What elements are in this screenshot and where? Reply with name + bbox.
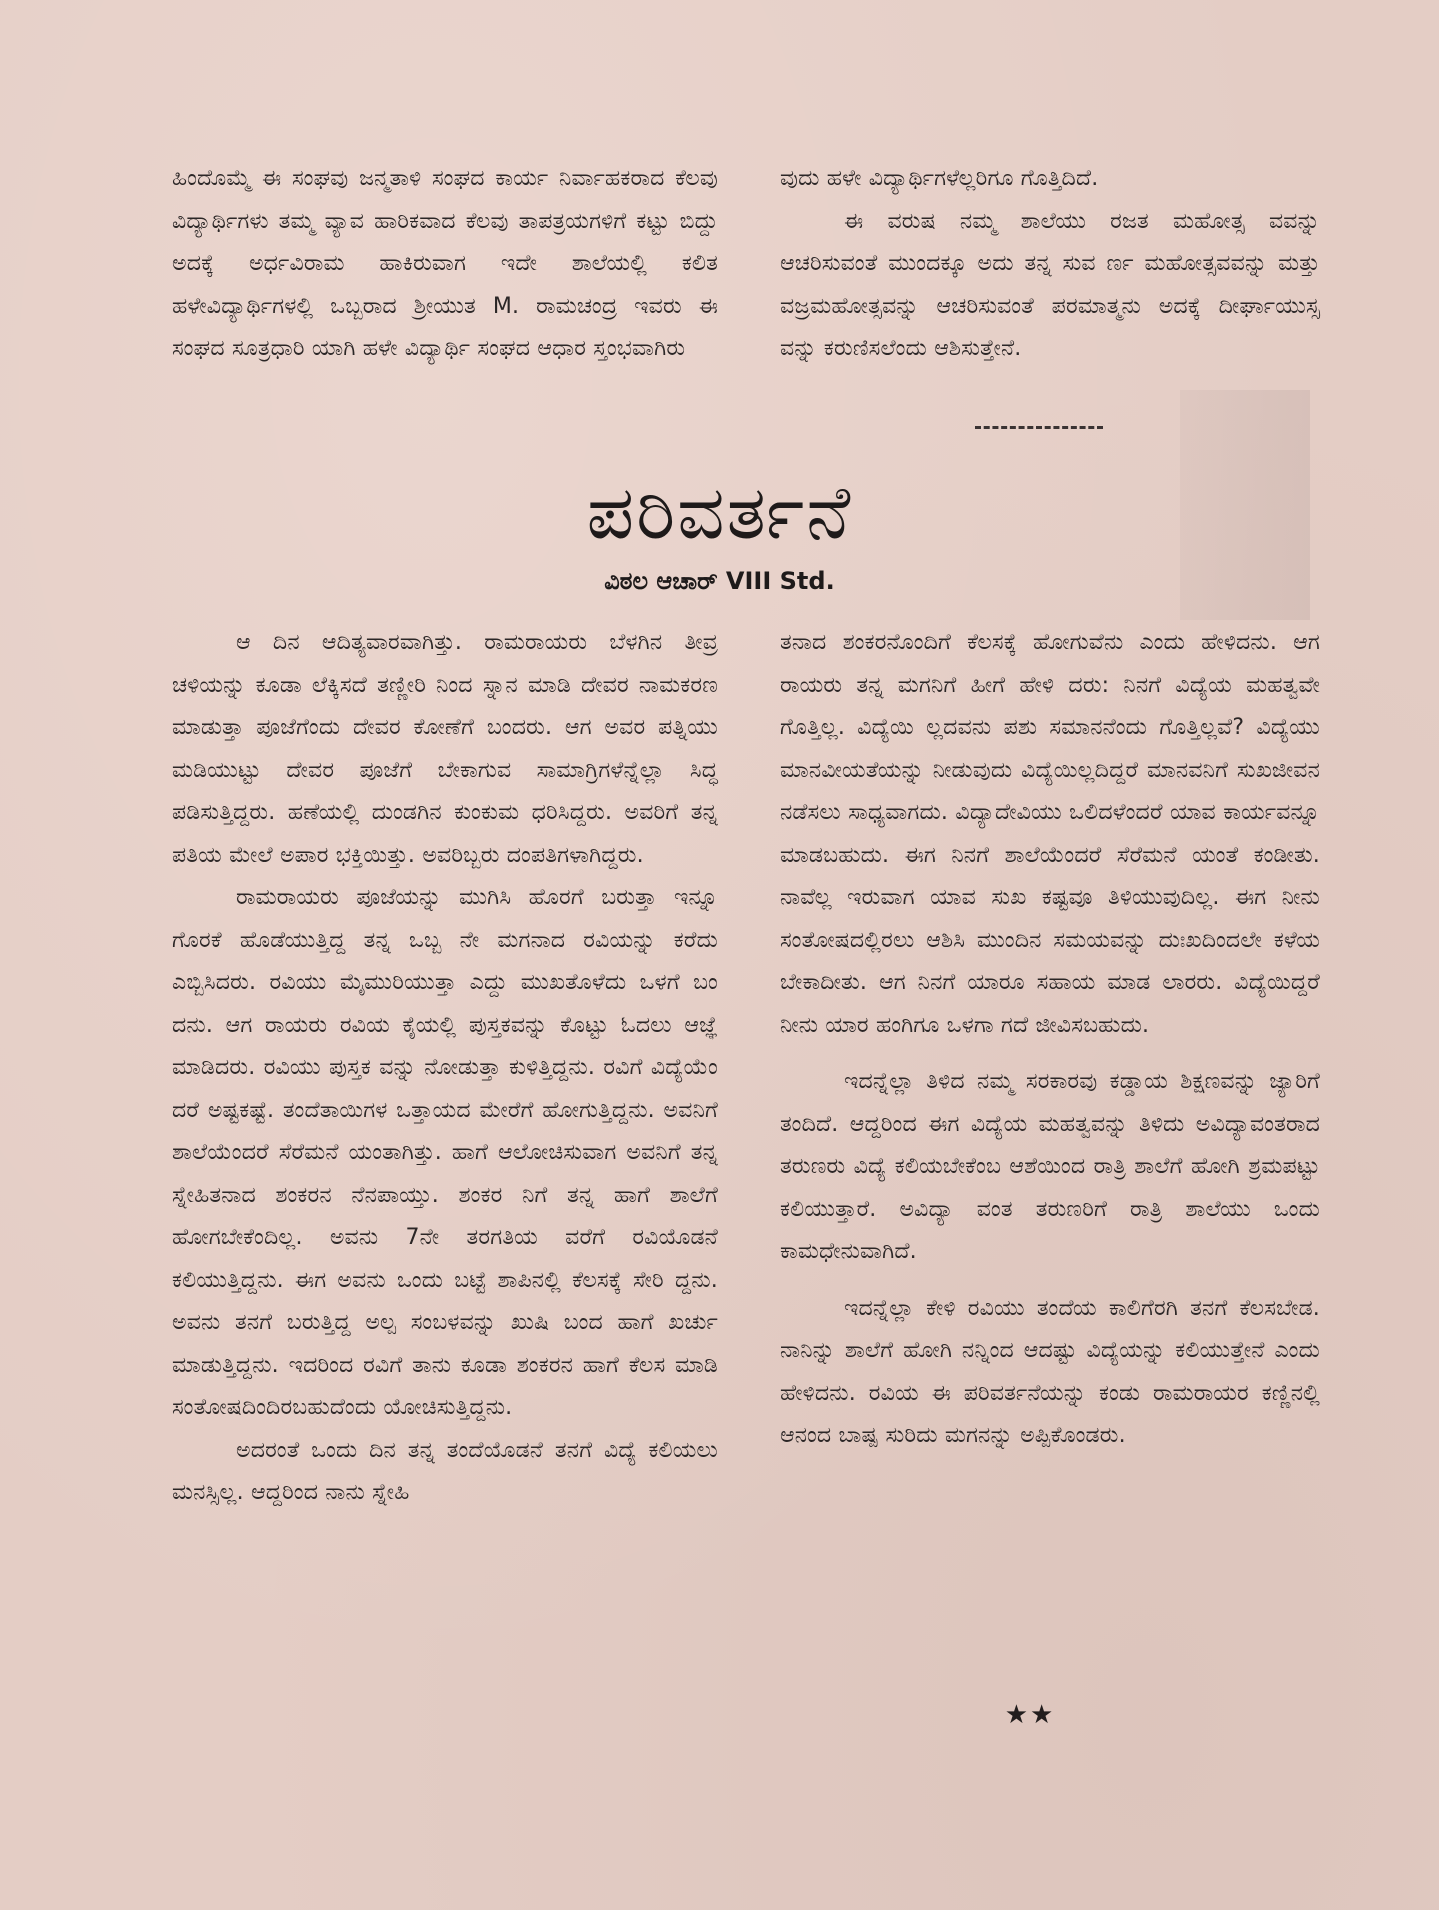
intro-paragraph-left: ಹಿಂದೊಮ್ಮೆ ಈ ಸಂಘವು ಜನ್ಮತಾಳಿ ಸಂಘದ ಕಾರ್ಯ ನಿರ್ವಾಹಕರಾದ ಕೆಲವು ವಿದ್ಯಾರ್ಥಿಗಳು ತಮ್ಮ ವ್ಯಾವ ಹಾರಿಕವಾದ ಕೆಲವು ತಾಪತ್ರಯಗಳಿಗೆ ಕಟ್ಟು ಬಿದ್ದು ಅದಕ್ಕೆ ಅರ್ಧವಿರಾಮ ಹಾಕಿರುವಾಗ ಇದೇ ಶಾಲೆಯಲ್ಲಿ ಕಲಿತ ಹಳೇವಿದ್ಯಾರ್ಥಿಗಳಲ್ಲಿ ಒಬ್ಬರಾದ ಶ್ರೀಯುತ M. ರಾಮಚಂದ್ರ ಇವರು ಈ ಸಂಘದ ಸೂತ್ರಧಾರಿ ಯಾಗಿ ಹಳೇ ವಿದ್ಯಾರ್ಥಿ ಸಂಘದ ಆಧಾರ ಸ್ತಂಭವಾಗಿರು bbox=[172, 166, 718, 361]
story-paragraph: ಆ ದಿನ ಆದಿತ್ಯವಾರವಾಗಿತ್ತು. ರಾಮರಾಯರು ಬೆಳಗಿನ ತೀವ್ರ ಚಳಿಯನ್ನು ಕೂಡಾ ಲೆಕ್ಕಿಸದೆ ತಣ್ಣೀರಿ ನಿಂದ ಸ್ನಾನ ಮಾಡಿ ದೇವರ ನಾಮಕರಣ ಮಾಡುತ್ತಾ ಪೂಜೆಗೆಂದು ದೇವರ ಕೋಣೆಗೆ ಬಂದರು. ಆಗ ಅವರ ಪತ್ನಿಯು ಮಡಿಯುಟ್ಟು ದೇವರ ಪೂಜೆಗೆ ಬೇಕಾಗುವ ಸಾಮಾಗ್ರಿಗಳೆನ್ನೆಲ್ಲಾ ಸಿದ್ಧ ಪಡಿಸುತ್ತಿದ್ದರು. ಹಣೆಯಲ್ಲಿ ದುಂಡಗಿನ ಕುಂಕುಮ ಧರಿಸಿದ್ದರು. ಅವರಿಗೆ ತನ್ನ ಪತಿಯ ಮೇಲೆ ಅಪಾರ ಭಕ್ತಿಯಿತ್ತು. ಅವರಿಬ್ಬರು ದಂಪತಿಗಳಾಗಿದ್ದರು. bbox=[172, 630, 718, 868]
story-paragraph: ತನಾದ ಶಂಕರನೊಂದಿಗೆ ಕೆಲಸಕ್ಕೆ ಹೋಗುವೆನು ಎಂದು ಹೇಳಿದನು. ಆಗ ರಾಯರು ತನ್ನ ಮಗನಿಗೆ ಹೀಗೆ ಹೇಳಿ ದರು: ನಿನಗೆ ವಿದ್ಯೆಯ ಮಹತ್ವವೇ ಗೊತ್ತಿಲ್ಲ. ವಿದ್ಯೆಯಿ ಲ್ಲದವನು ಪಶು ಸಮಾನನೆಂದು ಗೊತ್ತಿಲ್ಲವೆ? ವಿದ್ಯೆಯು ಮಾನವೀಯತೆಯನ್ನು ನೀಡುವುದು ವಿದ್ಯೆಯಿಲ್ಲದಿದ್ದರೆ ಮಾನವನಿಗೆ ಸುಖಜೀವನ ನಡೆಸಲು ಸಾಧ್ಯವಾಗದು. ವಿದ್ಯಾದೇವಿಯು ಒಲಿದಳೆಂದರೆ ಯಾವ ಕಾರ್ಯವನ್ನೂ ಮಾಡಬಹುದು. ಈಗ ನಿನಗೆ ಶಾಲೆಯೆಂದರೆ ಸೆರೆಮನೆ ಯಂತೆ ಕಂಡೀತು. ನಾವೆಲ್ಲ ಇರುವಾಗ ಯಾವ ಸುಖ ಕಷ್ಟವೂ ತಿಳಿಯುವುದಿಲ್ಲ. ಈಗ ನೀನು ಸಂತೋಷದಲ್ಲಿರಲು ಆಶಿಸಿ ಮುಂದಿನ ಸಮಯವನ್ನು ದುಃಖದಿಂದಲೇ ಕಳೆಯ ಬೇಕಾದೀತು. ಆಗ ನಿನಗೆ ಯಾರೂ ಸಹಾಯ ಮಾಡ ಲಾರರು. ವಿದ್ಯೆಯಿದ್ದರೆ ನೀನು ಯಾರ ಹಂಗಿಗೂ ಒಳಗಾ ಗದೆ ಜೀವಿಸಬಹುದು. bbox=[780, 630, 1320, 1038]
intro-paragraph-right-1: ವುದು ಹಳೇ ವಿದ್ಯಾರ್ಥಿಗಳೆಲ್ಲರಿಗೂ ಗೊತ್ತಿದಿದೆ. bbox=[780, 166, 1099, 191]
story-column-right bbox=[780, 622, 1320, 1458]
intro-column-right bbox=[780, 158, 1320, 371]
article-byline: ವಿಠಲ ಆಚಾರ್ VIII Std. bbox=[604, 567, 835, 595]
story-paragraph: ಅದರಂತೆ ಒಂದು ದಿನ ತನ್ನ ತಂದೆಯೊಡನೆ ತನಗೆ ವಿದ್ಯೆ ಕಲಿಯಲು ಮನಸ್ಸಿಲ್ಲ. ಆದ್ದರಿಂದ ನಾನು ಸ್ನೇಹಿ bbox=[172, 1437, 718, 1505]
story-paragraph: ಇದನ್ನೆಲ್ಲಾ ತಿಳಿದ ನಮ್ಮ ಸರಕಾರವು ಕಡ್ಡಾಯ ಶಿಕ್ಷಣವನ್ನು ಜ್ಯಾರಿಗೆ ತಂದಿದೆ. ಆದ್ದರಿಂದ ಈಗ ವಿದ್ಯೆಯ ಮಹತ್ವವನ್ನು ತಿಳಿದು ಅವಿದ್ಯಾವಂತರಾದ ತರುಣರು ವಿದ್ಯೆ ಕಲಿಯಬೇಕೆಂಬ ಆಶೆಯಿಂದ ರಾತ್ರಿ ಶಾಲೆಗೆ ಹೋಗಿ ಶ್ರಮಪಟ್ಟು ಕಲಿಯುತ್ತಾರೆ. ಅವಿದ್ಯಾ ವಂತ ತರುಣರಿಗೆ ರಾತ್ರಿ ಶಾಲೆಯು ಒಂದು ಕಾಮಧೇನುವಾಗಿದೆ. bbox=[780, 1069, 1320, 1264]
end-mark-stars: ★★ bbox=[1004, 1700, 1056, 1730]
intro-column-left bbox=[172, 158, 718, 371]
story-paragraph: ರಾಮರಾಯರು ಪೂಜೆಯನ್ನು ಮುಗಿಸಿ ಹೊರಗೆ ಬರುತ್ತಾ ಇನ್ನೂ ಗೊರಕೆ ಹೊಡೆಯುತ್ತಿದ್ದ ತನ್ನ ಒಬ್ಬ ನೇ ಮಗನಾದ ರವಿಯನ್ನು ಕರೆದು ಎಬ್ಬಿಸಿದರು. ರವಿಯು ಮೈಮುರಿಯುತ್ತಾ ಎದ್ದು ಮುಖತೊಳೆದು ಒಳಗೆ ಬಂ ದನು. ಆಗ ರಾಯರು ರವಿಯ ಕೈಯಲ್ಲಿ ಪುಸ್ತಕವನ್ನು ಕೊಟ್ಟು ಓದಲು ಆಜ್ಞೆ ಮಾಡಿದರು. ರವಿಯು ಪುಸ್ತಕ ವನ್ನು ನೋಡುತ್ತಾ ಕುಳಿತ್ತಿದ್ದನು. ರವಿಗೆ ವಿದ್ಯೆಯೆಂ ದರೆ ಅಷ್ಟಕಷ್ಟೆ. ತಂದೆತಾಯಿಗಳ ಒತ್ತಾಯದ ಮೇರೆಗೆ ಹೋಗುತ್ತಿದ್ದನು. ಅವನಿಗೆ ಶಾಲೆಯೆಂದರೆ ಸೆರೆಮನೆ ಯಂತಾಗಿತ್ತು. ಹಾಗೆ ಆಲೋಚಿಸುವಾಗ ಅವನಿಗೆ ತನ್ನ ಸ್ನೇಹಿತನಾದ ಶಂಕರನ ನೆನಪಾಯ್ತು. ಶಂಕರ ನಿಗೆ ತನ್ನ ಹಾಗೆ ಶಾಲೆಗೆ ಹೋಗಬೇಕೆಂದಿಲ್ಲ. ಅವನು 7ನೇ ತರಗತಿಯ ವರೆಗೆ ರವಿಯೊಡನೆ ಕಲಿಯುತ್ತಿದ್ದನು. ಈಗ ಅವನು ಒಂದು ಬಟ್ಟೆ ಶಾಪಿನಲ್ಲಿ ಕೆಲಸಕ್ಕೆ ಸೇರಿ ದ್ದನು. ಅವನು ತನಗೆ ಬರುತ್ತಿದ್ದ ಅಲ್ಪ ಸಂಬಳವನ್ನು ಖುಷಿ ಬಂದ ಹಾಗೆ ಖರ್ಚು ಮಾಡುತ್ತಿದ್ದನು. ಇದರಿಂದ ರವಿಗೆ ತಾನು ಕೂಡಾ ಶಂಕರನ ಹಾಗೆ ಕೆಲಸ ಮಾಡಿ ಸಂತೋಷದಿಂದಿರಬಹುದೆಂದು ಯೋಚಿಸುತ್ತಿದ್ದನು. bbox=[172, 885, 718, 1420]
section-divider bbox=[975, 426, 1103, 429]
intro-paragraph-right-2: ಈ ವರುಷ ನಮ್ಮ ಶಾಲೆಯು ರಜತ ಮಹೋತ್ಸ ವವನ್ನು ಆಚರಿಸುವಂತೆ ಮುಂದಕ್ಕೂ ಅದು ತನ್ನ ಸುವ ರ್ಣ ಮಹೋತ್ಸವವನ್ನು ಮತ್ತು ವಜ್ರಮಹೋತ್ಸವನ್ನು ಆಚರಿಸುವಂತೆ ಪರಮಾತ್ಮನು ಅದಕ್ಕೆ ದೀರ್ಘಾಯುಸ್ಸ ವನ್ನು ಕರುಣಿಸಲೆಂದು ಆಶಿಸುತ್ತೇನೆ. bbox=[780, 208, 1320, 361]
story-paragraph: ಇದನ್ನೆಲ್ಲಾ ಕೇಳಿ ರವಿಯು ತಂದೆಯ ಕಾಲಿಗೆರಗಿ ತನಗೆ ಕೆಲಸಬೇಡ. ನಾನಿನ್ನು ಶಾಲೆಗೆ ಹೋಗಿ ನನ್ನಿಂದ ಆದಷ್ಟು ವಿದ್ಯೆಯನ್ನು ಕಲಿಯುತ್ತೇನೆ ಎಂದು ಹೇಳಿದನು. ರವಿಯ ಈ ಪರಿವರ್ತನೆಯನ್ನು ಕಂಡು ರಾಮರಾಯರ ಕಣ್ಣಿನಲ್ಲಿ ಆನಂದ ಬಾಷ್ಪ ಸುರಿದು ಮಗನನ್ನು ಅಪ್ಪಿಕೊಂಡರು. bbox=[780, 1295, 1320, 1448]
story-column-left bbox=[172, 622, 718, 1515]
article-title: ಪರಿವರ್ತನೆ bbox=[586, 470, 853, 556]
